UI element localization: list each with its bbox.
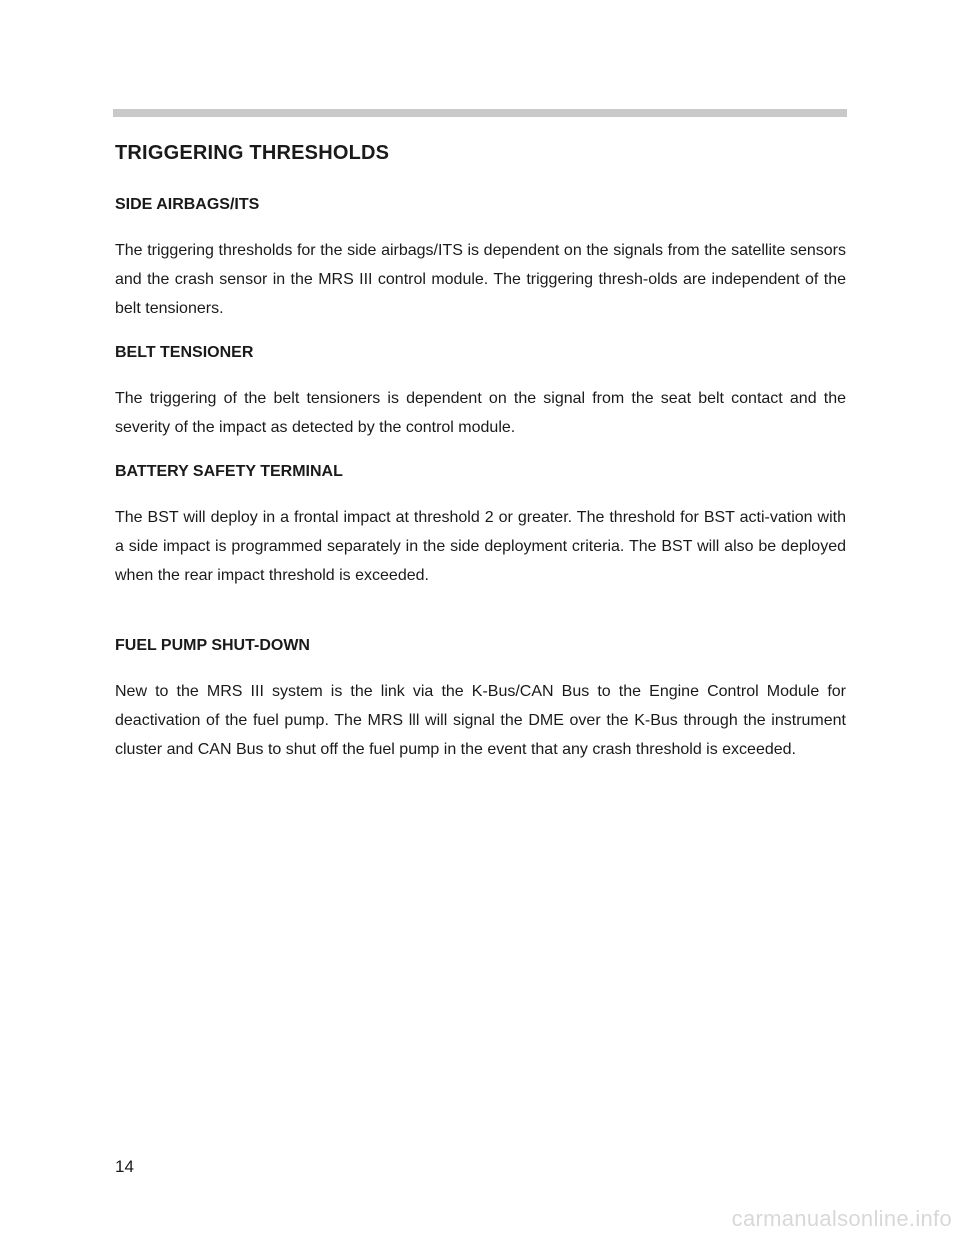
spacer bbox=[115, 609, 846, 635]
section-body: The triggering thresholds for the side airbags/ITS is dependent on the signals from the satellite sensors and the crash sensor in the MRS III control module. The triggering thresh-olds are independent of the belt tensioners. bbox=[115, 242, 846, 317]
section-heading: BELT TENSIONER bbox=[115, 344, 254, 361]
page-number: 14 bbox=[115, 1157, 134, 1176]
section-belt-tensioner bbox=[115, 342, 846, 442]
section-side-airbags bbox=[115, 194, 846, 323]
section-heading: BATTERY SAFETY TERMINAL bbox=[115, 463, 343, 480]
section-body: The triggering of the belt tensioners is dependent on the signal from the seat belt contact and the severity of the impact as detected by the control module. bbox=[115, 390, 846, 436]
section-battery-safety-terminal bbox=[115, 461, 846, 590]
section-body: The BST will deploy in a frontal impact at threshold 2 or greater. The threshold for BST acti-vation with a side impact is programmed separately in the side deployment criteria. The BST will also be deployed when the rear impact threshold is exceeded. bbox=[115, 509, 846, 584]
page-title: TRIGGERING THRESHOLDS bbox=[115, 142, 390, 164]
section-body: New to the MRS III system is the link via the K-Bus/CAN Bus to the Engine Control Module for deactivation of the fuel pump. The MRS lll will signal the DME over the K-Bus through the instrument cluster and CAN Bus to shut off the fuel pump in the event that any crash threshold is exceeded. bbox=[115, 683, 846, 758]
section-heading: FUEL PUMP SHUT-DOWN bbox=[115, 637, 310, 654]
page-content bbox=[115, 140, 846, 783]
watermark: carmanualsonline.info bbox=[731, 1206, 952, 1231]
section-fuel-pump bbox=[115, 635, 846, 764]
section-heading: SIDE AIRBAGS/ITS bbox=[115, 196, 260, 213]
top-rule bbox=[113, 109, 847, 117]
